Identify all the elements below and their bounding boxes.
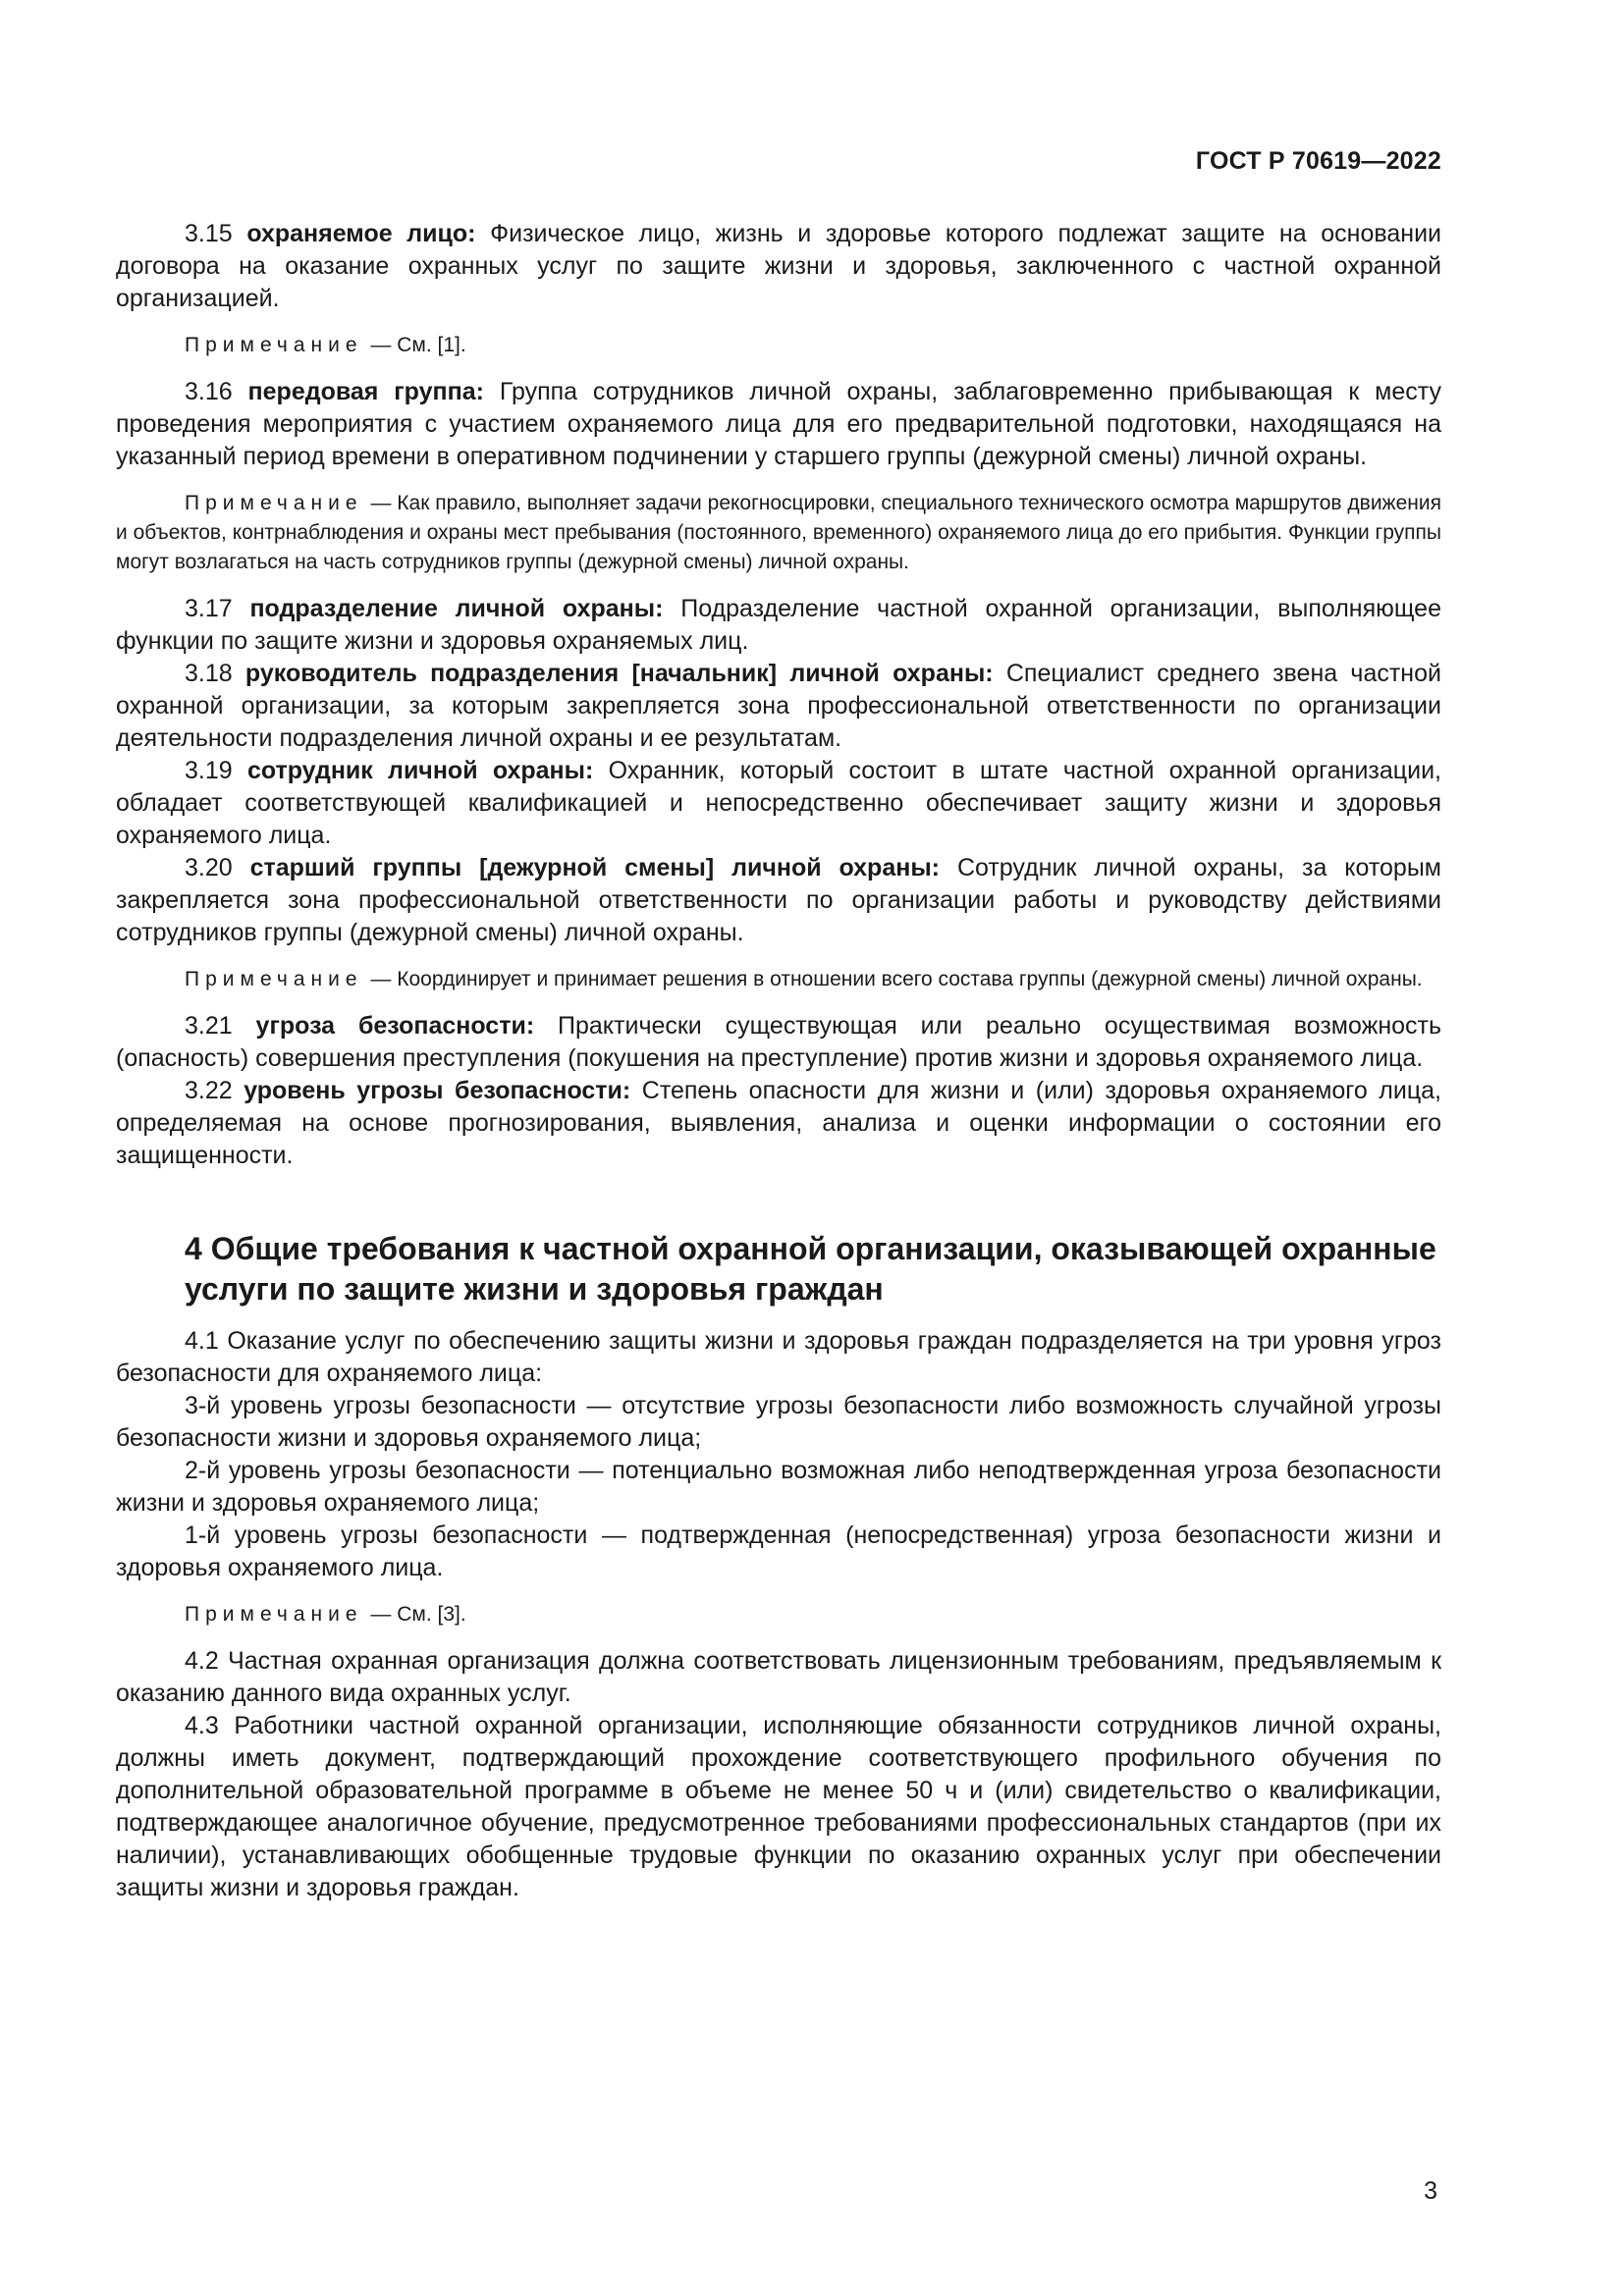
term-definition: Группа сотрудников личной охраны, заблаговременно прибывающая к месту проведения мероприятия с участием охраняемого лица для его предварительной подготовки, находящаяся на указанный период времени в оперативном подчинении у старшего группы (дежурной смены) личной охраны. <box>116 378 1442 470</box>
term-title: передовая группа: <box>247 378 484 405</box>
document-code: ГОСТ Р 70619—2022 <box>1195 147 1441 175</box>
note-label: Примечание <box>185 334 363 356</box>
clause-number: 3.16 <box>185 378 233 405</box>
clause-4-2: 4.2 Частная охранная организация должна соответствовать лицензионным требованиям, предъявляемым к оказанию данного вида охранных услуг. <box>116 1647 1441 1707</box>
note-label: Примечание <box>185 492 363 514</box>
term-3-19 <box>116 755 1441 852</box>
note-4-1 <box>116 1600 1441 1629</box>
threat-level-2: 2-й уровень угрозы безопасности — потенциально возможная либо неподтвержденная угроза безопасности жизни и здоровья охраняемого лица; <box>116 1457 1441 1517</box>
note-text: — См. [3]. <box>370 1603 466 1626</box>
note-label: Примечание <box>185 1603 363 1626</box>
term-title: подразделение личной охраны: <box>249 595 664 622</box>
clause-4-1: 4.1 Оказание услуг по обеспечению защиты жизни и здоровья граждан подразделяется на три уровня угроз безопасности для охраняемого лица: <box>116 1327 1441 1387</box>
note-label: Примечание <box>185 968 363 990</box>
clause-number: 3.18 <box>185 660 233 687</box>
clause-4-3: 4.3 Работники частной охранной организации, исполняющие обязанности сотрудников личной охраны, должны иметь документ, подтверждающий прохождение соответствующего профильного обучения по дополнительной образовательной программе в объеме не менее 50 ч и (или) свидетельство о квалификации, подтверждающее аналогичное обучение, предусмотренное требованиями профессиональных стандартов (при их наличии), устанавливающих обобщенные трудовые функции по оказанию охранных услуг при обеспечении защиты жизни и здоровья граждан. <box>116 1712 1441 1901</box>
section-4-title: 4 Общие требования к частной охранной организации, оказывающей охранные услуги по защите жизни и здоровья граждан <box>185 1231 1436 1307</box>
term-title: угроза безопасности: <box>255 1012 535 1040</box>
term-3-21 <box>116 1010 1441 1075</box>
term-definition: Степень опасности для жизни и (или) здоровья охраняемого лица, определяемая на основе прогнозирования, выявления, анализа и оценки информации о состоянии его защищенности. <box>116 1077 1441 1169</box>
clause-number: 3.20 <box>185 854 233 881</box>
term-title: руководитель подразделения [начальник] личной охраны: <box>244 660 994 687</box>
note-3-16 <box>116 489 1441 577</box>
page-content <box>116 218 1441 1904</box>
term-title: сотрудник личной охраны: <box>246 757 594 784</box>
clause-number: 3.17 <box>185 595 233 622</box>
note-3-20 <box>116 965 1441 994</box>
term-title: охраняемое лицо: <box>246 220 476 247</box>
note-text: — Как правило, выполняет задачи рекогносцировки, специального технического осмотра маршрутов движения и объектов, контрнаблюдения и охраны мест пребывания (постоянного, временного) охраняемого лица до его прибытия. Функции группы могут возлагаться на часть сотрудников группы (дежурной смены) личной охраны. <box>116 492 1441 573</box>
term-definition: Специалист среднего звена частной охранной организации, за которым закрепляется зона профессиональной ответственности по организации деятельности подразделения личной охраны и ее результатам. <box>116 660 1441 752</box>
term-definition: Практически существующая или реально осуществимая возможность (опасность) совершения преступления (покушения на преступление) против жизни и здоровья охраняемого лица. <box>116 1012 1442 1072</box>
term-title: старший группы [дежурной смены] личной охраны: <box>249 854 941 881</box>
term-3-18 <box>116 658 1441 755</box>
clause-number: 3.15 <box>185 220 233 247</box>
term-3-17 <box>116 593 1441 658</box>
note-text: — Координирует и принимает решения в отношении всего состава группы (дежурной смены) личной охраны. <box>370 968 1423 990</box>
term-definition: Подразделение частной охранной организации, выполняющее функции по защите жизни и здоровья охраняемых лиц. <box>116 595 1441 655</box>
term-3-20 <box>116 852 1441 949</box>
threat-level-1: 1-й уровень угрозы безопасности — подтвержденная (непосредственная) угроза безопасности жизни и здоровья охраняемого лица. <box>116 1522 1441 1581</box>
threat-level-3: 3-й уровень угрозы безопасности — отсутствие угрозы безопасности либо возможность случайной угрозы безопасности жизни и здоровья охраняемого лица; <box>116 1392 1441 1452</box>
page-number: 3 <box>1424 2177 1437 2205</box>
term-definition: Физическое лицо, жизнь и здоровье которого подлежат защите на основании договора на оказание охранных услуг по защите жизни и здоровья, заключенного с частной охранной организацией. <box>116 220 1441 312</box>
term-3-22 <box>116 1075 1441 1172</box>
clause-number: 3.22 <box>185 1077 233 1104</box>
term-definition: Сотрудник личной охраны, за которым закрепляется зона профессиональной ответственности по организации работы и руководству действиями сотрудников группы (дежурной смены) личной охраны. <box>116 854 1441 946</box>
clause-number: 3.19 <box>185 757 233 784</box>
term-definition: Охранник, который состоит в штате частной охранной организации, обладает соответствующей квалификацией и непосредственно обеспечивает защиту жизни и здоровья охраняемого лица. <box>116 757 1441 849</box>
note-text: — См. [1]. <box>370 334 466 356</box>
term-3-16 <box>116 376 1441 473</box>
note-3-15 <box>116 331 1441 360</box>
term-title: уровень угрозы безопасности: <box>244 1077 631 1104</box>
term-3-15 <box>116 218 1441 315</box>
clause-number: 3.21 <box>185 1012 233 1040</box>
